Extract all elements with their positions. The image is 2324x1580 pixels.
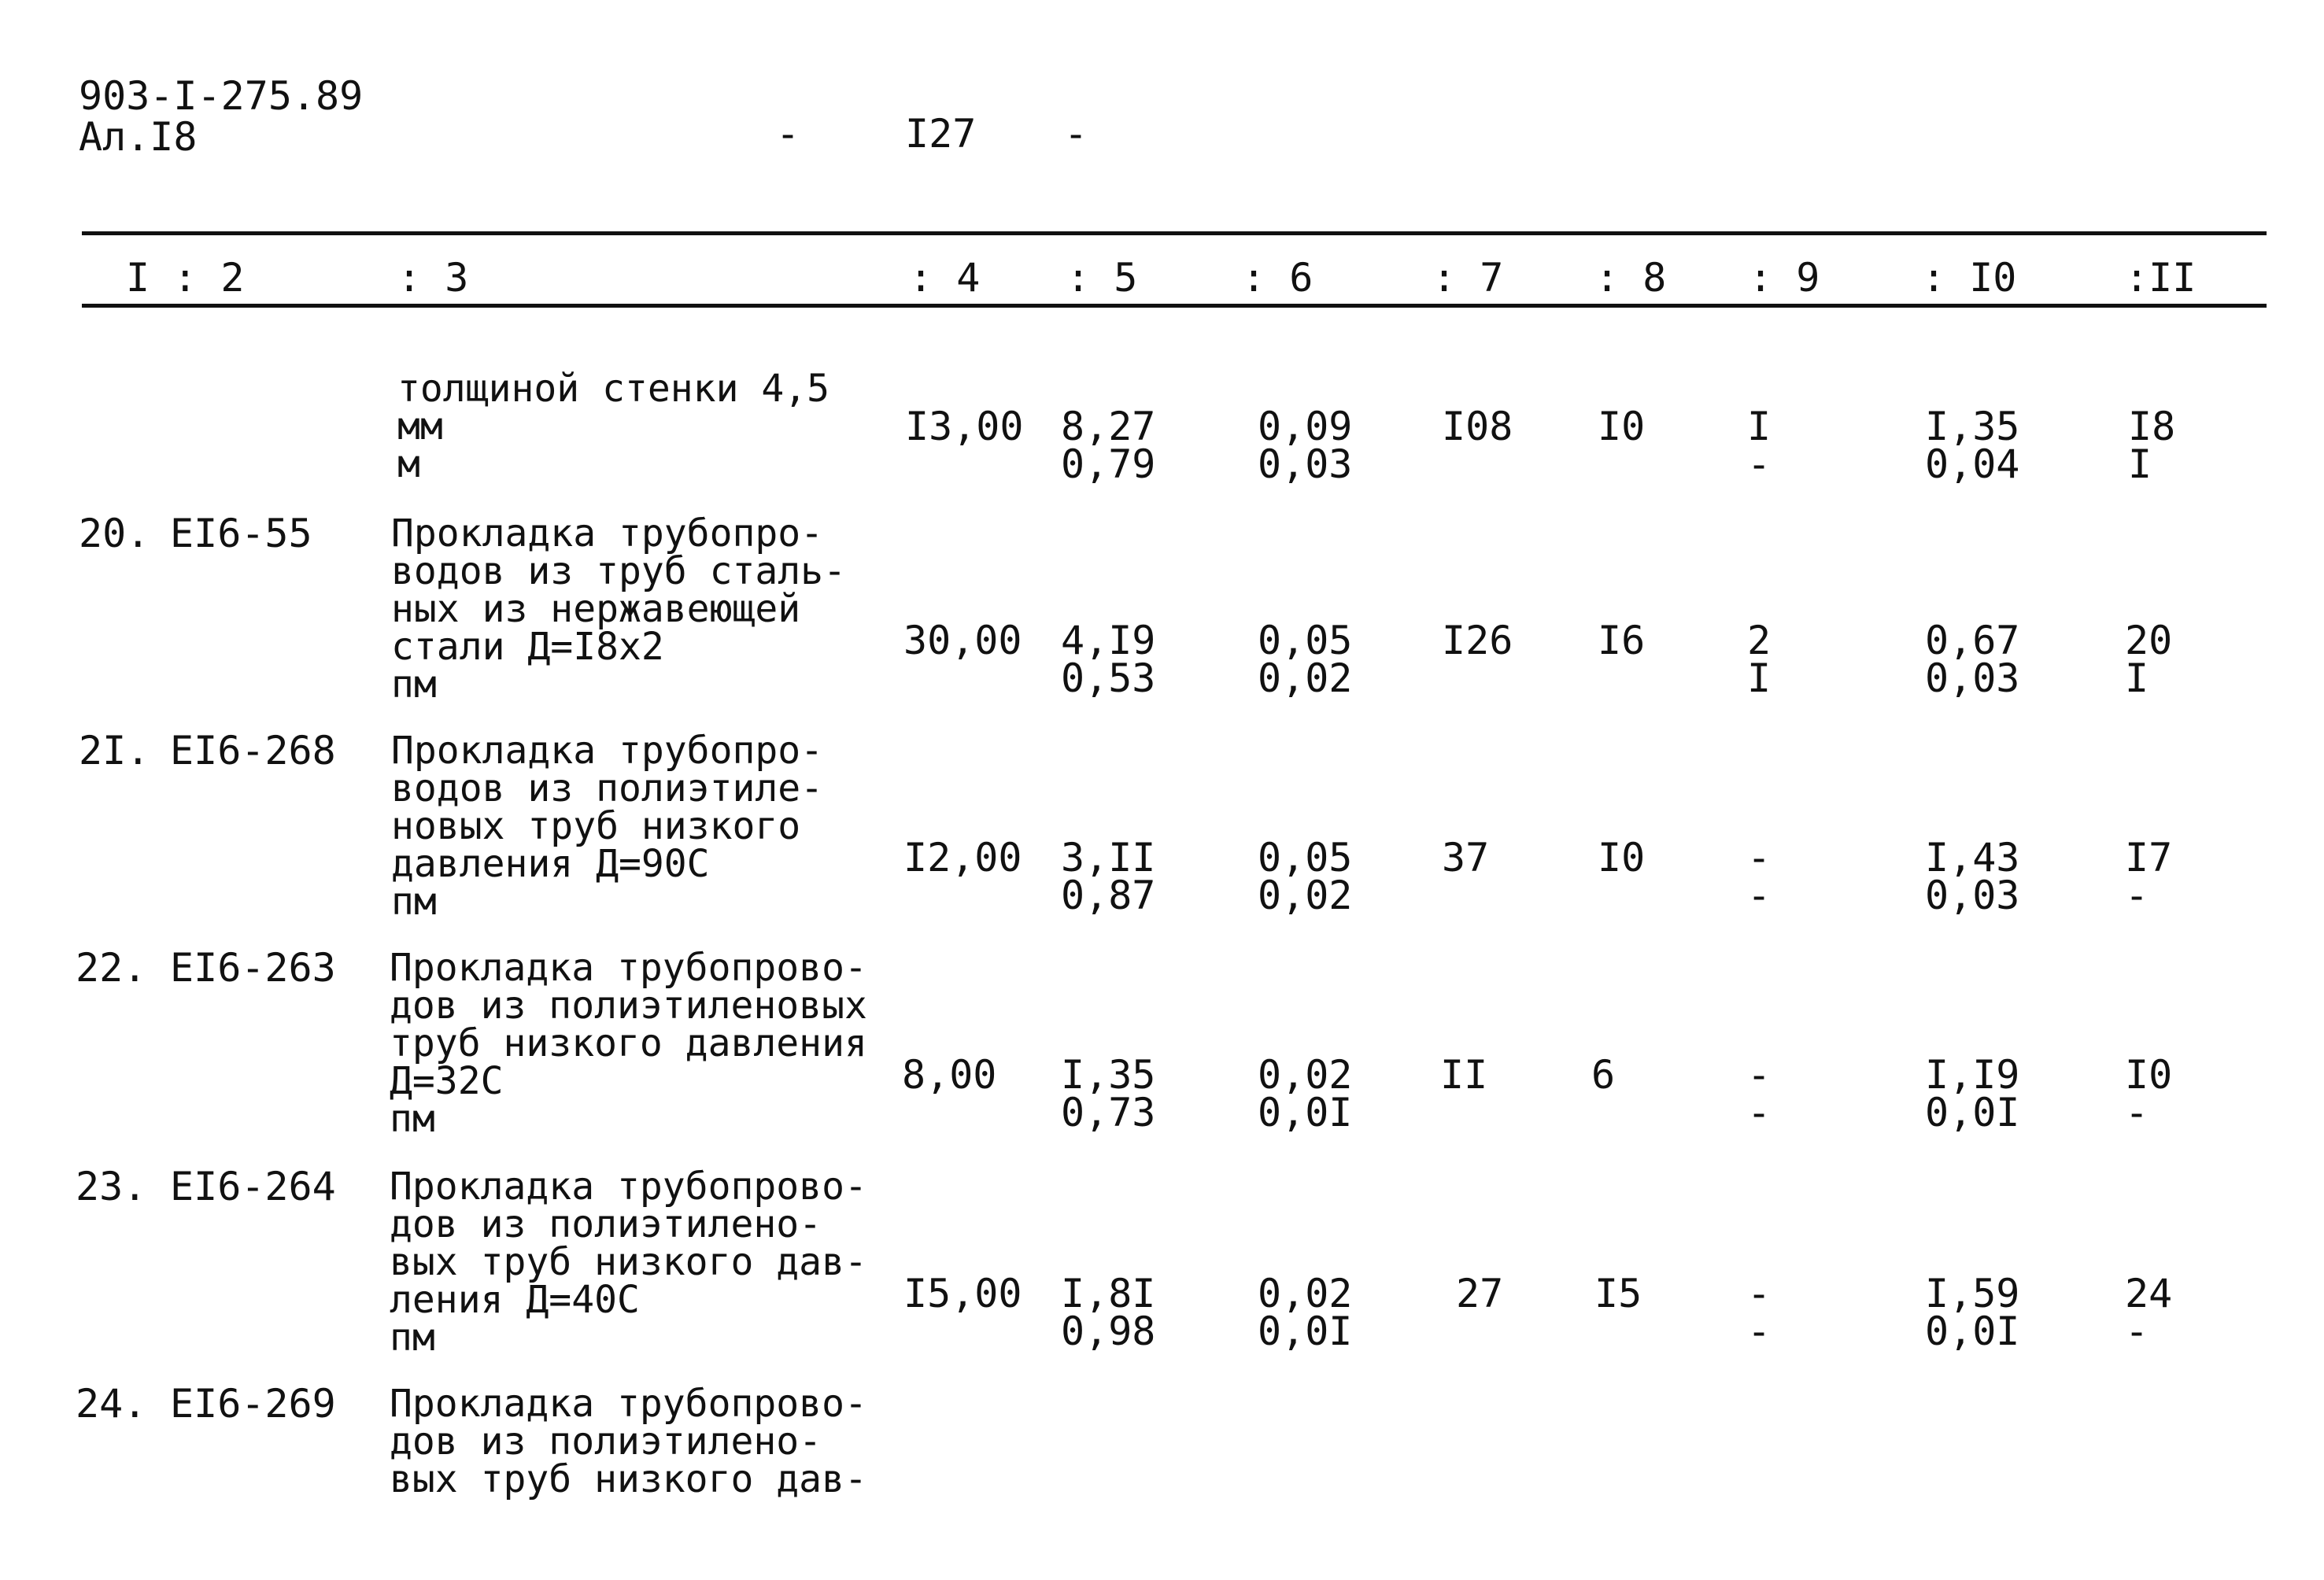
cell-col4: 8,00 [902, 1052, 997, 1098]
cell-value: I,35 [1925, 404, 2020, 449]
cell-col6 [1258, 835, 1353, 918]
desc-line: ных из нержавеющей [391, 587, 801, 631]
desc-line: Прокладка трубопро- [391, 729, 824, 773]
column-header-8: : 8 [1595, 255, 1667, 301]
desc-line: Прокладка трубопрово- [390, 946, 867, 990]
row-code: EI6-263 [170, 945, 336, 991]
table-top-rule [82, 231, 2267, 235]
desc-line: пм [390, 1316, 435, 1360]
cell-value: I [1747, 655, 1772, 701]
cell-value: 0,05 [1258, 618, 1353, 663]
cell-value: - [1747, 1271, 1772, 1316]
cell-value: I8 [2128, 404, 2176, 449]
row-number: 22. [76, 945, 147, 991]
cell-value: 0,03 [1925, 873, 2020, 918]
cell-col7: 27 [1456, 1271, 1504, 1316]
cell-col4: I3,00 [905, 404, 1024, 449]
cell-value: - [2125, 1309, 2149, 1354]
cell-value: 0,0I [1925, 1309, 2020, 1354]
cell-value: I,59 [1925, 1271, 2020, 1316]
cell-col11 [2125, 1271, 2173, 1354]
row-number: 2I. [79, 728, 150, 773]
column-header-5: : 5 [1066, 255, 1138, 301]
page-number: I27 [905, 111, 977, 157]
cell-col10 [1925, 618, 2020, 701]
cell-value: - [2125, 1090, 2149, 1135]
cell-col9 [1747, 618, 1772, 701]
cell-value: I [2125, 655, 2149, 701]
cell-col10 [1925, 835, 2020, 918]
column-header-6: : 6 [1242, 255, 1313, 301]
cell-col7: II [1440, 1052, 1488, 1098]
row-code: EI6-55 [170, 511, 312, 556]
cell-value: 3,II [1061, 835, 1156, 880]
cell-value: I [1747, 404, 1772, 449]
column-header-4: : 4 [909, 255, 981, 301]
cell-value: 8,27 [1061, 404, 1156, 449]
cell-col5 [1061, 1271, 1156, 1354]
cell-col10 [1925, 1271, 2020, 1354]
cell-col7: I08 [1442, 404, 1513, 449]
column-header-1-2: I : 2 [126, 255, 245, 301]
cell-value: 20 [2125, 618, 2173, 663]
cell-value: 0,02 [1258, 873, 1353, 918]
cell-col11 [2125, 1052, 2173, 1135]
desc-line: вых труб низкого дав- [390, 1240, 867, 1284]
row-description [397, 367, 830, 486]
desc-line: ления Д=40С [390, 1278, 640, 1322]
cell-col8: I5 [1594, 1271, 1642, 1316]
desc-line: Прокладка трубопро- [391, 511, 824, 556]
cell-value: 0,02 [1258, 1052, 1353, 1098]
desc-line: дов из полиэтилено- [390, 1202, 822, 1246]
cell-col7: I26 [1442, 618, 1513, 663]
cell-value: 0,05 [1258, 835, 1353, 880]
cell-value: - [1747, 1090, 1772, 1135]
cell-col9 [1747, 1052, 1772, 1135]
cell-value: I [2128, 441, 2152, 487]
row-code: EI6-269 [170, 1381, 336, 1427]
row-description [391, 729, 824, 924]
cell-value: 0,79 [1061, 441, 1156, 487]
cell-value: 2 [1747, 618, 1772, 663]
cell-value: 0,0I [1258, 1309, 1353, 1354]
table-header-rule [82, 304, 2267, 308]
cell-value: 0,02 [1258, 655, 1353, 701]
cell-col6 [1258, 1052, 1353, 1135]
cell-value: I,8I [1061, 1271, 1156, 1316]
cell-col8: I0 [1598, 404, 1646, 449]
cell-col8: I6 [1598, 618, 1646, 663]
cell-value: I7 [2125, 835, 2173, 880]
cell-col6 [1258, 1271, 1353, 1354]
cell-col4: I5,00 [903, 1271, 1022, 1316]
cell-col4: I2,00 [903, 835, 1022, 880]
row-code: EI6-264 [170, 1164, 336, 1209]
cell-col7: 37 [1442, 835, 1490, 880]
cell-value: 4,I9 [1061, 618, 1156, 663]
desc-line: толщиной стенки 4,5 [397, 367, 830, 411]
cell-col9 [1747, 835, 1772, 918]
cell-col5 [1061, 835, 1156, 918]
cell-value: I,35 [1061, 1052, 1156, 1098]
cell-value: 0,87 [1061, 873, 1156, 918]
page-dash-left: - [776, 111, 800, 157]
cell-col10 [1925, 1052, 2020, 1135]
cell-value: I,I9 [1925, 1052, 2020, 1098]
cell-value: 0,67 [1925, 618, 2020, 663]
cell-col4: 30,00 [903, 618, 1022, 663]
cell-value: - [2125, 873, 2149, 918]
desc-line: пм [390, 1097, 435, 1141]
row-description [390, 1165, 867, 1360]
cell-col11 [2125, 835, 2173, 918]
cell-col10 [1925, 404, 2020, 487]
cell-col8: I0 [1598, 835, 1646, 880]
cell-col5 [1061, 404, 1156, 487]
desc-line: м [397, 442, 420, 486]
desc-line: дов из полиэтилено- [390, 1419, 822, 1464]
cell-value: 0,03 [1925, 655, 2020, 701]
cell-value: 24 [2125, 1271, 2173, 1316]
desc-line: труб низкого давления [390, 1021, 867, 1065]
desc-line: вых труб низкого дав- [390, 1457, 867, 1501]
sheet-number: Ал.I8 [79, 114, 198, 160]
cell-value: 0,73 [1061, 1090, 1156, 1135]
cell-col6 [1258, 618, 1353, 701]
column-header-7: : 7 [1432, 255, 1504, 301]
cell-col5 [1061, 618, 1156, 701]
cell-value: - [1747, 873, 1772, 918]
desc-line: пм [391, 663, 437, 707]
desc-line: водов из труб сталь- [391, 549, 846, 593]
desc-line: Прокладка трубопрово- [390, 1382, 867, 1426]
row-number: 23. [76, 1164, 147, 1209]
document-code: 903-I-275.89 [79, 73, 364, 119]
cell-value: - [1747, 835, 1772, 880]
cell-value: 0,0I [1925, 1090, 2020, 1135]
desc-line: Прокладка трубопрово- [390, 1165, 867, 1209]
column-header-3: : 3 [397, 255, 469, 301]
cell-col9 [1747, 1271, 1772, 1354]
row-number: 24. [76, 1381, 147, 1427]
row-code: EI6-268 [170, 728, 336, 773]
row-number: 20. [79, 511, 150, 556]
cell-value: 0,09 [1258, 404, 1353, 449]
cell-value: I,43 [1925, 835, 2020, 880]
desc-line: стали Д=I8х2 [391, 625, 664, 669]
desc-line: мм [397, 404, 443, 449]
cell-col11 [2128, 404, 2176, 487]
column-header-10: : I0 [1922, 255, 2017, 301]
cell-value: 0,0I [1258, 1090, 1353, 1135]
cell-value: 0,53 [1061, 655, 1156, 701]
cell-value: - [1747, 1309, 1772, 1354]
cell-value: 0,02 [1258, 1271, 1353, 1316]
cell-value: - [1747, 1052, 1772, 1098]
cell-value: I0 [2125, 1052, 2173, 1098]
column-header-9: : 9 [1749, 255, 1820, 301]
cell-col5 [1061, 1052, 1156, 1135]
desc-line: пм [391, 880, 437, 924]
cell-col8: 6 [1591, 1052, 1616, 1098]
desc-line: дов из полиэтиленовых [390, 984, 867, 1028]
cell-value: 0,04 [1925, 441, 2020, 487]
cell-value: - [1747, 441, 1772, 487]
desc-line: Д=32С [390, 1059, 504, 1103]
cell-col6 [1258, 404, 1353, 487]
row-description [391, 511, 846, 707]
cell-value: 0,98 [1061, 1309, 1156, 1354]
cell-col9 [1747, 404, 1772, 487]
row-description [390, 946, 867, 1141]
desc-line: новых труб низкого [391, 804, 801, 848]
column-header-11: :II [2125, 255, 2197, 301]
desc-line: водов из полиэтиле- [391, 766, 824, 810]
page-dash-right: - [1064, 111, 1088, 157]
row-description [390, 1382, 867, 1501]
desc-line: давления Д=90С [391, 842, 710, 886]
cell-value: 0,03 [1258, 441, 1353, 487]
cell-col11 [2125, 618, 2173, 701]
